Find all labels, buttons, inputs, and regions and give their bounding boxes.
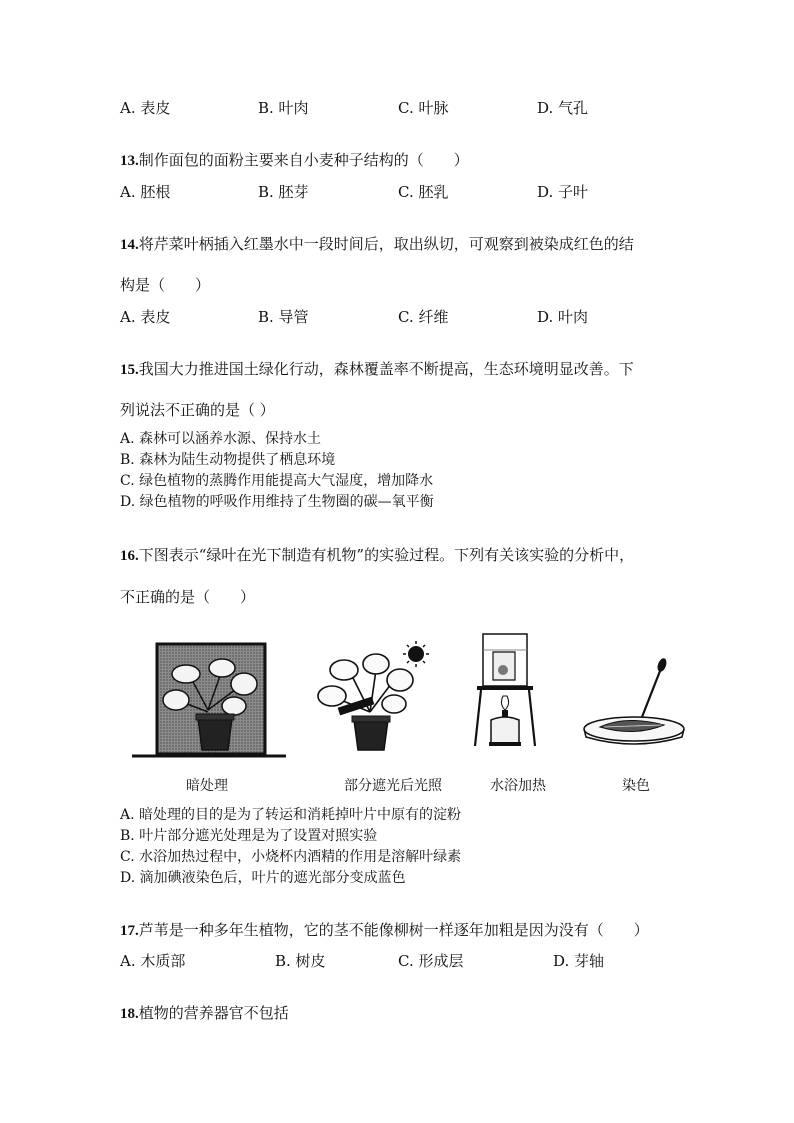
- sun-icon: [403, 641, 429, 667]
- q18-number: 18.: [120, 1006, 139, 1022]
- q13-option-b[interactable]: B. 胚芽: [258, 183, 309, 201]
- q17-option-b[interactable]: B. 树皮: [275, 952, 326, 970]
- dark-treatment-figure: [130, 640, 290, 760]
- caption-water-bath: 水浴加热: [490, 778, 546, 794]
- q13-stem: [120, 149, 469, 170]
- q13-option-c[interactable]: C. 胚乳: [398, 183, 449, 201]
- q17-option-c[interactable]: C. 形成层: [398, 952, 464, 970]
- q16-option-c[interactable]: C. 水浴加热过程中，小烧杯内酒精的作用是溶解叶绿素: [120, 849, 462, 865]
- q16-option-d[interactable]: D. 滴加碘液染色后，叶片的遮光部分变成蓝色: [120, 870, 406, 886]
- q14-stem-line1: [120, 233, 634, 254]
- q15-option-b[interactable]: B. 森林为陆生动物提供了栖息环境: [120, 452, 336, 468]
- q17-stem: [120, 919, 649, 940]
- q16-option-a[interactable]: A. 暗处理的目的是为了转运和消耗掉叶片中原有的淀粉: [120, 807, 462, 823]
- q12-option-b[interactable]: B. 叶肉: [258, 99, 309, 117]
- q17-text: 芦苇是一种多年生植物，它的茎不能像柳树一样逐年加粗是因为没有（ ）: [138, 921, 649, 939]
- q17-option-a[interactable]: A. 木质部: [120, 952, 186, 970]
- q17-number: 17.: [120, 923, 139, 939]
- q12-option-c[interactable]: C. 叶脉: [398, 99, 449, 117]
- q12-option-a[interactable]: A. 表皮: [120, 99, 171, 117]
- q14-number: 14.: [120, 237, 139, 253]
- q14-stem-line2: 构是（ ）: [120, 276, 211, 294]
- q13-option-d[interactable]: D. 子叶: [537, 183, 589, 201]
- q15-stem-line1: [120, 358, 634, 379]
- caption-staining: 染色: [622, 778, 650, 794]
- q14-option-a[interactable]: A. 表皮: [120, 308, 171, 326]
- q16-number: 16.: [120, 548, 139, 564]
- q16-stem-line1: [120, 544, 634, 565]
- q15-option-a[interactable]: A. 森林可以涵养水源、保持水土: [120, 431, 322, 447]
- q13-option-a[interactable]: A. 胚根: [120, 183, 171, 201]
- q16-option-b[interactable]: B. 叶片部分遮光处理是为了设置对照实验: [120, 828, 378, 844]
- q16-stem-line2: 不正确的是（ ）: [120, 588, 256, 606]
- q12-option-d[interactable]: D. 气孔: [537, 99, 589, 117]
- q16-text-1: 下图表示“绿叶在光下制造有机物”的实验过程。下列有关该实验的分析中，: [138, 546, 635, 564]
- q13-number: 13.: [120, 153, 139, 169]
- q15-option-d[interactable]: D. 绿色植物的呼吸作用维持了生物圈的碳—氧平衡: [120, 494, 434, 510]
- q17-option-d[interactable]: D. 芽轴: [553, 952, 605, 970]
- q14-option-b[interactable]: B. 导管: [258, 308, 309, 326]
- q15-text-1: 我国大力推进国土绿化行动，森林覆盖率不断提高，生态环境明显改善。下: [138, 360, 634, 378]
- q15-option-c[interactable]: C. 绿色植物的蒸腾作用能提高大气湿度，增加降水: [120, 473, 434, 489]
- q14-option-c[interactable]: C. 纤维: [398, 308, 449, 326]
- q15-stem-line2: 列说法不正确的是（ ）: [120, 401, 275, 419]
- caption-dark-treatment: 暗处理: [186, 778, 228, 794]
- q14-text-1: 将芹菜叶柄插入红墨水中一段时间后，取出纵切，可观察到被染成红色的结: [138, 235, 634, 253]
- q13-text: 制作面包的面粉主要来自小麦种子结构的（ ）: [138, 151, 469, 169]
- q14-option-d[interactable]: D. 叶肉: [537, 308, 589, 326]
- water-bath-heating-figure: [465, 628, 545, 758]
- q18-stem: [120, 1002, 289, 1023]
- q18-text: 植物的营养器官不包括: [138, 1004, 289, 1022]
- partial-shading-figure: [308, 640, 438, 755]
- q15-number: 15.: [120, 362, 139, 378]
- caption-partial-shading: 部分遮光后光照: [344, 778, 442, 794]
- staining-figure: [578, 655, 690, 750]
